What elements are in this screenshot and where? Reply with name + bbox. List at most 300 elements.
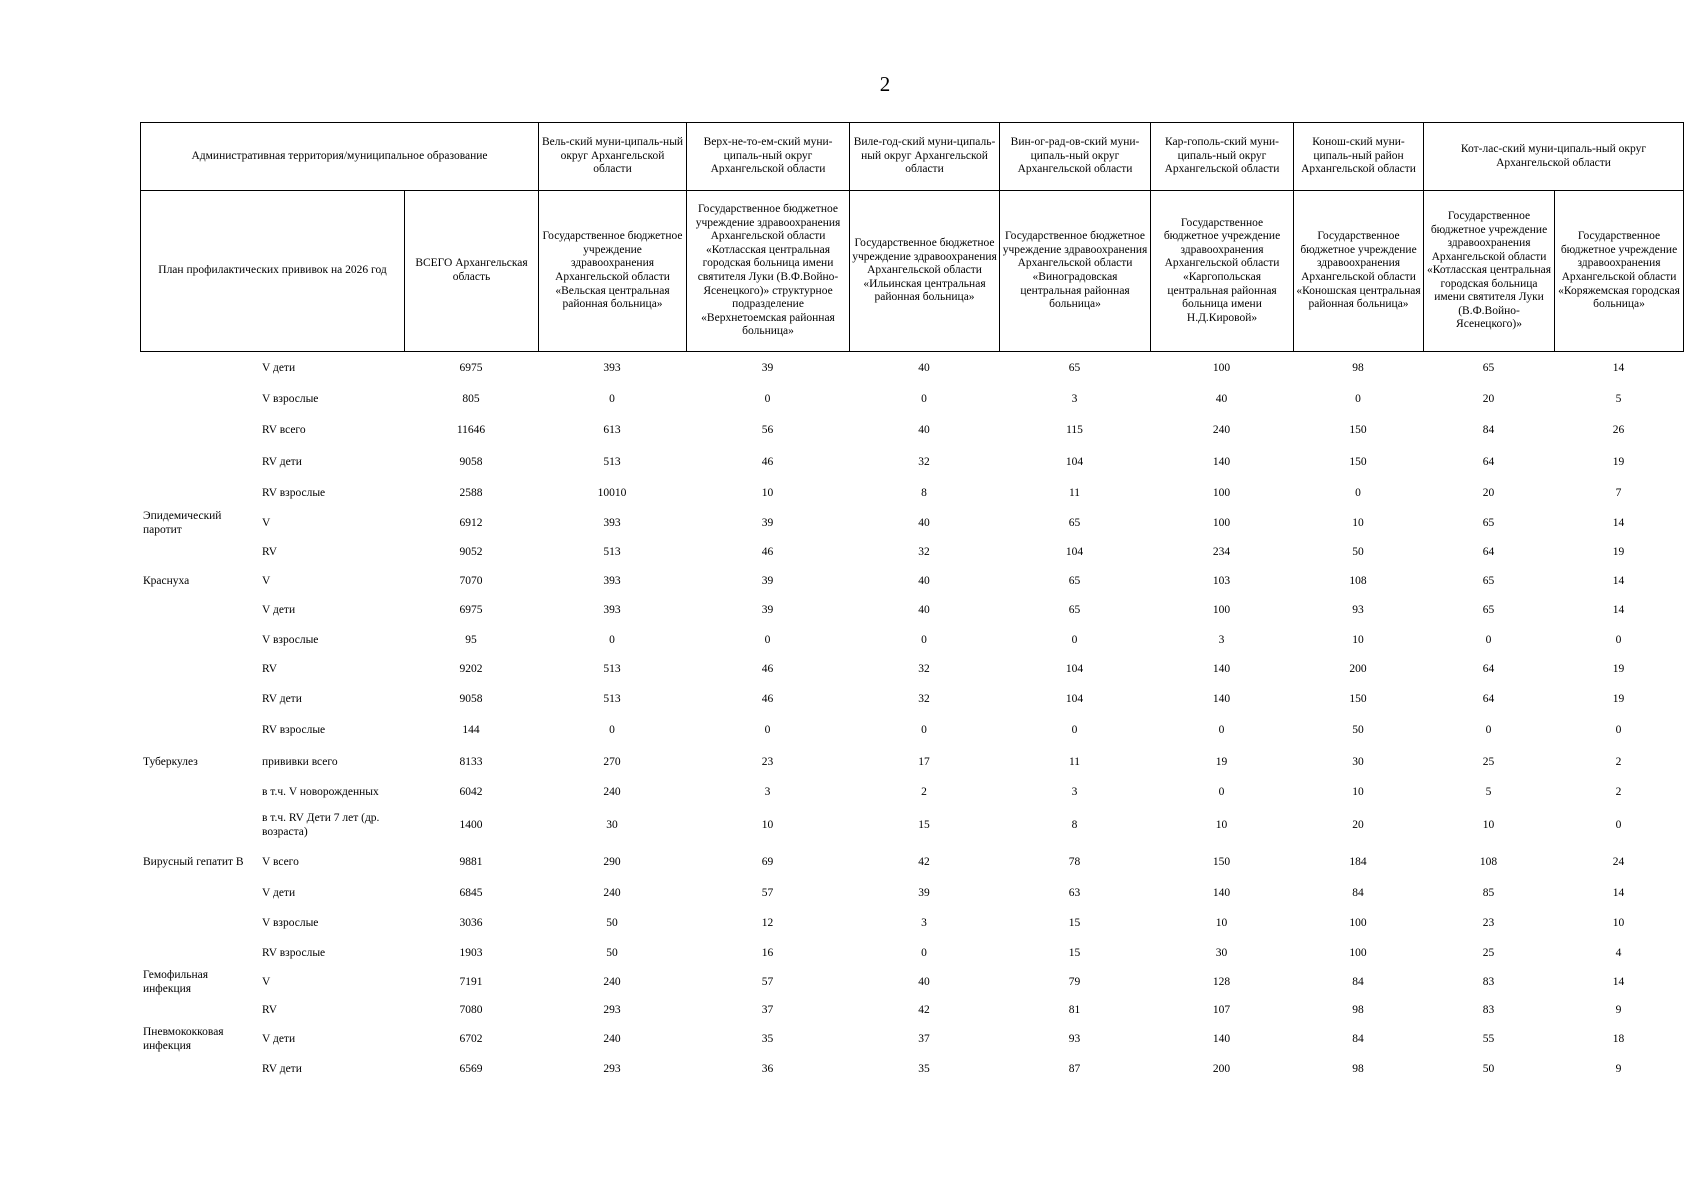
value-cell: 50 [1352,546,1364,559]
institution-header: Государственное бюджетное учреждение здравоохранения Архангельской области «Коряжемская городская больница» [1555,191,1684,352]
value-cell: 5 [1615,392,1622,405]
disease-cell [140,384,256,415]
value-cell: 40 [918,361,930,374]
table-row [140,908,1683,939]
value-cell: 11 [1068,487,1081,500]
value-cell: 0 [764,392,771,405]
value-cell: 393 [603,575,621,588]
table-row [140,568,1683,596]
value-cell: 3 [764,785,771,798]
vaccination-type-cell: RV взрослые [262,723,326,736]
vaccination-type-cell: RV всего [262,424,306,437]
value-cell: 65 [1482,604,1495,617]
district-header: Виле-год-ский муни-ципаль-ный округ Архангельской области [850,123,1000,191]
value-cell: 84 [1482,424,1495,437]
table-row [140,353,1683,384]
value-cell: 0 [1615,633,1622,646]
table-row [140,846,1683,879]
value-cell: 20 [1482,392,1495,405]
value-cell: 10 [761,487,774,500]
value-cell: 240 [603,785,621,798]
value-cell: 100 [1212,517,1231,530]
disease-cell: Эпидемический паротит [143,510,222,536]
value-cell: 513 [603,546,621,559]
table-row [140,415,1683,447]
value-cell: 107 [1212,1004,1231,1017]
value-cell: 63 [1068,886,1081,899]
table-row [140,715,1683,746]
value-cell: 30 [1352,755,1364,768]
institution-header: Государственное бюджетное учреждение здравоохранения Архангельской области «Ильинская центральная районная больница» [850,191,1000,352]
disease-cell: Гемофильная инфекция [143,968,209,995]
value-cell: 108 [1349,575,1367,588]
value-cell: 19 [1612,546,1625,559]
value-cell: 0 [1355,392,1361,405]
value-cell: 2 [1615,785,1622,798]
value-cell: 103 [1212,575,1231,588]
value-cell: 65 [1068,517,1081,530]
value-cell: 7 [1615,487,1622,500]
value-cell: 25 [1482,946,1495,959]
value-cell: 17 [918,755,930,768]
value-cell: 293 [603,1063,621,1076]
table-row [140,478,1683,510]
value-cell: 19 [1215,755,1228,768]
table-row [140,968,1683,997]
table-body [140,353,1683,1085]
value-cell: 26 [1612,424,1625,437]
value-cell: 40 [1215,392,1228,405]
value-cell: 0 [1615,723,1622,736]
value-cell: 11 [1068,755,1081,768]
disease-cell [140,538,256,568]
value-cell: 50 [606,916,618,929]
total-value-cell: 6569 [459,1063,483,1076]
value-cell: 39 [918,886,930,899]
value-cell: 64 [1482,455,1495,468]
value-cell: 19 [1612,692,1625,705]
value-cell: 200 [1349,662,1367,675]
value-cell: 37 [918,1033,930,1046]
value-cell: 2 [921,785,927,798]
total-value-cell: 9052 [459,546,483,559]
value-cell: 100 [1349,946,1367,959]
institution-header: Государственное бюджетное учреждение здравоохранения Архангельской области «Коношская центральная районная больница» [1294,191,1424,352]
value-cell: 39 [761,517,774,530]
value-cell: 0 [921,723,927,736]
value-cell: 46 [761,662,774,675]
value-cell: 64 [1482,546,1495,559]
table-header [140,122,1684,352]
value-cell: 85 [1482,886,1495,899]
value-cell: 40 [918,424,930,437]
value-cell: 40 [918,604,930,617]
disease-cell [140,997,256,1025]
value-cell: 270 [603,755,621,768]
total-value-cell: 1400 [459,819,483,832]
value-cell: 0 [609,633,615,646]
value-cell: 84 [1352,1033,1364,1046]
value-cell: 98 [1352,1004,1364,1017]
table-row [140,538,1683,568]
value-cell: 83 [1482,975,1495,988]
vaccination-type-cell: V дети [262,361,296,374]
value-cell: 0 [609,723,615,736]
value-cell: 40 [918,517,930,530]
value-cell: 20 [1352,819,1364,832]
value-cell: 0 [1485,723,1492,736]
vaccination-type-cell: RV дети [262,692,302,705]
total-value-cell: 6975 [459,604,483,617]
value-cell: 0 [764,633,771,646]
value-cell: 18 [1612,1033,1625,1046]
total-value-cell: 1903 [459,946,483,959]
value-cell: 3 [1071,785,1078,798]
vaccination-type-cell: V взрослые [262,916,319,929]
disease-cell: Вирусный гепатит В [143,855,244,868]
value-cell: 98 [1352,1063,1364,1076]
value-cell: 393 [603,517,621,530]
value-cell: 150 [1349,455,1367,468]
value-cell: 104 [1065,455,1084,468]
value-cell: 37 [761,1004,774,1017]
disease-cell [140,447,256,478]
vaccination-type-cell: V всего [262,855,299,868]
value-cell: 10 [1612,916,1625,929]
value-cell: 513 [603,692,621,705]
total-value-cell: 7070 [459,575,483,588]
table-row [140,655,1683,684]
value-cell: 0 [921,392,927,405]
value-cell: 23 [1482,916,1495,929]
institution-header: Государственное бюджетное учреждение здравоохранения Архангельской области «Каргопольская центральная районная больница имени Н.Д.Кировой» [1151,191,1294,352]
value-cell: 184 [1349,855,1367,868]
value-cell: 240 [603,1033,621,1046]
total-value-cell: 6845 [459,886,483,899]
value-cell: 46 [761,546,774,559]
table-row [140,384,1683,415]
value-cell: 15 [1068,916,1081,929]
value-cell: 8 [921,487,927,500]
value-cell: 19 [1612,455,1625,468]
value-cell: 55 [1482,1033,1495,1046]
value-cell: 15 [918,819,930,832]
vaccination-type-cell: прививки всего [262,755,338,768]
value-cell: 65 [1068,604,1081,617]
value-cell: 140 [1212,662,1231,675]
value-cell: 32 [918,455,930,468]
vaccination-type-cell: V дети [262,604,296,617]
value-cell: 0 [1218,723,1225,736]
value-cell: 10 [1352,785,1364,798]
institution-header: Государственное бюджетное учреждение здравоохранения Архангельской области «Вельская центральная районная больница» [539,191,687,352]
value-cell: 93 [1068,1033,1081,1046]
value-cell: 3 [921,916,927,929]
value-cell: 140 [1212,1033,1231,1046]
value-cell: 290 [603,855,621,868]
total-value-cell: 9881 [459,855,483,868]
disease-cell [140,779,256,806]
value-cell: 0 [921,633,927,646]
table-row [140,879,1683,908]
value-cell: 240 [603,886,621,899]
disease-cell [140,1055,256,1085]
value-cell: 65 [1068,361,1081,374]
total-value-cell: 6912 [459,517,483,530]
vaccination-type-cell: V [262,517,271,530]
total-value-cell: 7191 [459,975,483,988]
total-value-cell: 9058 [459,692,483,705]
plan-header: План профилактических прививок на 2026 год [141,191,405,352]
total-value-cell: 8133 [459,755,483,768]
value-cell: 100 [1349,916,1367,929]
district-header: Верх-не-то-ем-ский муни-ципаль-ный округ Архангельской области [687,123,850,191]
value-cell: 2 [1615,755,1622,768]
total-value-cell: 6702 [459,1033,483,1046]
vaccination-type-cell: V дети [262,886,296,899]
disease-cell [140,596,256,626]
table-row [140,746,1683,779]
value-cell: 35 [761,1033,774,1046]
disease-cell [140,684,256,715]
value-cell: 150 [1349,692,1367,705]
district-header: Кар-гополь-ский муни-ципаль-ный округ Архангельской области [1151,123,1294,191]
value-cell: 14 [1612,517,1625,530]
value-cell: 234 [1212,546,1231,559]
value-cell: 30 [606,819,618,832]
disease-cell [140,626,256,655]
value-cell: 50 [1482,1063,1495,1076]
value-cell: 65 [1482,361,1495,374]
vaccination-type-cell: V взрослые [262,392,319,405]
value-cell: 65 [1068,575,1081,588]
value-cell: 240 [603,975,621,988]
institution-header: Государственное бюджетное учреждение здравоохранения Архангельской области «Котласская центральная городская больница имени святителя Луки (В.Ф.Войно-Ясенецкого)» [1424,191,1555,352]
value-cell: 108 [1479,855,1498,868]
value-cell: 50 [606,946,618,959]
vaccination-type-cell: RV [262,662,278,675]
value-cell: 240 [1212,424,1231,437]
vaccination-table [140,353,1683,1085]
table-row [140,997,1683,1025]
value-cell: 46 [761,692,774,705]
value-cell: 115 [1066,424,1083,437]
value-cell: 9 [1615,1063,1622,1076]
value-cell: 56 [761,424,774,437]
value-cell: 150 [1212,855,1231,868]
institution-header: Государственное бюджетное учреждение здравоохранения Архангельской области «Котласская центральная городская больница имени святителя Луки (В.Ф.Войно-Ясенецкого)» структурное подразделение «Верхнетоемская районная больница» [687,191,850,352]
total-value-cell: 3036 [459,916,483,929]
vaccination-type-cell: в т.ч. V новорожденных [262,785,379,798]
value-cell: 10 [1352,517,1364,530]
value-cell: 10 [1215,916,1228,929]
value-cell: 84 [1352,975,1364,988]
value-cell: 83 [1482,1004,1495,1017]
total-value-cell: 805 [462,392,480,405]
value-cell: 32 [918,662,930,675]
total-value-cell: 9202 [459,662,483,675]
value-cell: 10 [1352,633,1364,646]
vaccination-type-cell: V [262,575,271,588]
value-cell: 10 [1215,819,1228,832]
value-cell: 14 [1612,975,1625,988]
value-cell: 0 [1218,785,1225,798]
value-cell: 87 [1068,1063,1081,1076]
value-cell: 10 [761,819,774,832]
vaccination-type-cell: RV [262,1004,278,1017]
district-header: Кот-лас-ский муни-ципаль-ный округ Архангельской области [1424,123,1684,191]
table-row [140,1025,1683,1055]
total-value-cell: 6042 [459,785,483,798]
total-value-cell: 11646 [456,424,486,437]
total-value-cell: 144 [462,723,480,736]
value-cell: 16 [761,946,774,959]
value-cell: 14 [1612,361,1625,374]
value-cell: 3 [1071,392,1078,405]
value-cell: 32 [918,692,930,705]
total-value-cell: 6975 [459,361,483,374]
value-cell: 98 [1352,361,1364,374]
value-cell: 10 [1482,819,1495,832]
value-cell: 0 [764,723,771,736]
value-cell: 393 [603,604,621,617]
value-cell: 0 [1071,723,1078,736]
value-cell: 0 [1615,819,1622,832]
value-cell: 200 [1212,1063,1231,1076]
value-cell: 513 [603,662,621,675]
value-cell: 0 [1071,633,1078,646]
district-header: Вель-ский муни-ципаль-ный округ Архангельской области [539,123,687,191]
value-cell: 613 [603,424,621,437]
value-cell: 104 [1065,692,1084,705]
value-cell: 140 [1212,886,1231,899]
value-cell: 513 [603,455,621,468]
value-cell: 3 [1218,633,1225,646]
table-row [140,626,1683,655]
total-value-cell: 7080 [459,1004,483,1017]
vaccination-type-cell: V взрослые [262,633,319,646]
district-header: Конош-ский муни-ципаль-ный район Архангельской области [1294,123,1424,191]
value-cell: 150 [1349,424,1367,437]
value-cell: 9 [1615,1004,1622,1017]
value-cell: 14 [1612,604,1625,617]
institution-header: Государственное бюджетное учреждение здравоохранения Архангельской области «Виноградовская центральная районная больница» [1000,191,1151,352]
value-cell: 293 [603,1004,621,1017]
value-cell: 20 [1482,487,1495,500]
value-cell: 24 [1612,855,1625,868]
table-row [140,806,1683,846]
disease-cell [140,353,256,384]
value-cell: 0 [1485,633,1492,646]
value-cell: 42 [918,855,930,868]
total-value-cell: 95 [465,633,477,646]
vaccination-type-cell: RV взрослые [262,946,326,959]
value-cell: 32 [918,546,930,559]
disease-cell [140,879,256,908]
disease-cell [140,939,256,968]
value-cell: 104 [1065,662,1084,675]
value-cell: 42 [918,1004,930,1017]
disease-cell: Пневмококковая инфекция [143,1026,224,1052]
value-cell: 0 [609,392,615,405]
table-row [140,1055,1683,1085]
table-row [140,939,1683,968]
table-row [140,684,1683,715]
disease-cell [140,478,256,510]
disease-cell: Краснуха [143,575,190,588]
value-cell: 69 [761,855,774,868]
value-cell: 0 [921,946,927,959]
value-cell: 23 [761,755,774,768]
value-cell: 15 [1068,946,1081,959]
value-cell: 100 [1212,361,1231,374]
value-cell: 140 [1212,455,1231,468]
value-cell: 84 [1352,886,1364,899]
total-value-cell: 9058 [459,455,483,468]
value-cell: 35 [918,1063,930,1076]
value-cell: 140 [1212,692,1231,705]
disease-cell [140,715,256,746]
value-cell: 39 [761,575,774,588]
value-cell: 14 [1612,575,1625,588]
value-cell: 4 [1615,946,1622,959]
value-cell: 19 [1612,662,1625,675]
disease-cell [140,415,256,447]
vaccination-type-cell: RV дети [262,1063,302,1076]
value-cell: 40 [918,975,930,988]
value-cell: 79 [1068,975,1081,988]
value-cell: 8 [1071,819,1078,832]
vaccination-type-cell: V дети [262,1033,296,1046]
total-value-cell: 2588 [459,487,483,500]
disease-cell [140,908,256,939]
table-row [140,447,1683,478]
vaccination-type-cell: RV взрослые [262,487,326,500]
value-cell: 40 [918,575,930,588]
value-cell: 36 [761,1063,774,1076]
value-cell: 393 [603,361,621,374]
value-cell: 25 [1482,755,1495,768]
total-header: ВСЕГО Архангельская область [405,191,539,352]
value-cell: 10010 [597,487,627,500]
disease-cell [140,655,256,684]
admin-territory-header: Административная территория/муниципальное образование [141,123,539,191]
disease-cell: Туберкулез [143,755,198,768]
vaccination-type-cell: RV [262,546,278,559]
district-header: Вин-ог-рад-ов-ский муни-ципаль-ный округ Архангельской области [1000,123,1151,191]
table-row [140,779,1683,806]
value-cell: 81 [1068,1004,1081,1017]
value-cell: 57 [761,886,774,899]
vaccination-type-cell: RV дети [262,455,302,468]
table-row [140,510,1683,538]
value-cell: 0 [1355,487,1361,500]
value-cell: 39 [761,361,774,374]
value-cell: 64 [1482,692,1495,705]
value-cell: 128 [1212,975,1231,988]
vaccination-type-cell: в т.ч. RV Дети 7 лет (др. возраста) [262,812,380,838]
value-cell: 65 [1482,517,1495,530]
value-cell: 14 [1612,886,1625,899]
vaccination-type-cell: V [262,975,271,988]
value-cell: 46 [761,455,774,468]
disease-cell [140,806,256,846]
value-cell: 93 [1352,604,1364,617]
value-cell: 104 [1065,546,1084,559]
value-cell: 57 [761,975,774,988]
value-cell: 100 [1212,487,1231,500]
page-number: 2 [879,72,891,96]
